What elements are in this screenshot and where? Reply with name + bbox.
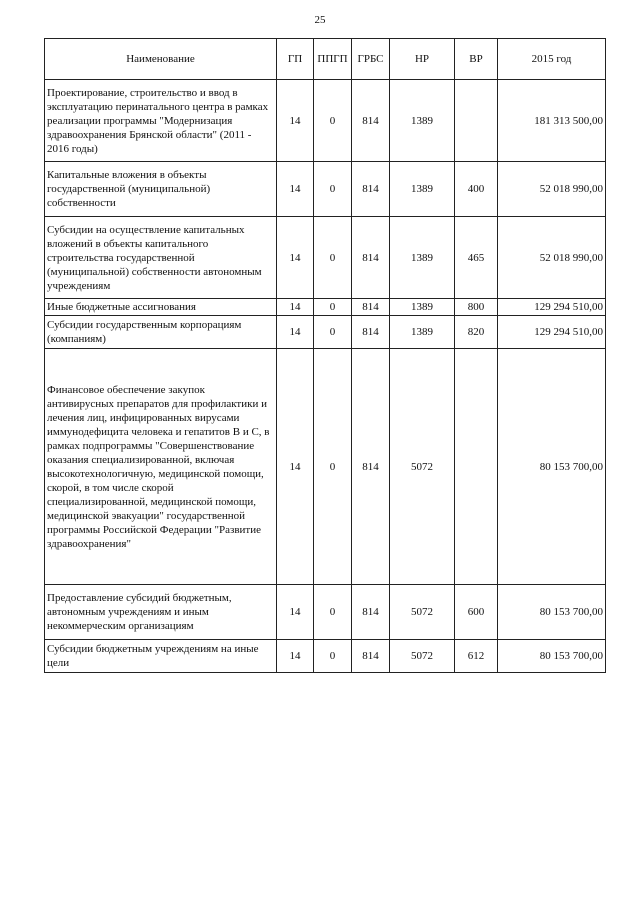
- table-row: [45, 217, 606, 299]
- table-row: [45, 299, 606, 316]
- row-amount: 129 294 510,00: [498, 316, 606, 349]
- row-amount: 181 313 500,00: [498, 80, 606, 162]
- row-nr: 5072: [390, 349, 455, 585]
- row-ppgp: 0: [314, 349, 352, 585]
- row-nr: 1389: [390, 299, 455, 316]
- table-row: [45, 162, 606, 217]
- col-header-vr: ВР: [455, 39, 498, 80]
- row-gp: 14: [277, 217, 314, 299]
- col-header-nr: НР: [390, 39, 455, 80]
- row-amount: 80 153 700,00: [498, 640, 606, 673]
- row-name: Субсидии бюджетным учреждениям на иные цели: [45, 640, 277, 673]
- row-grbs: 814: [352, 316, 390, 349]
- row-vr: 800: [455, 299, 498, 316]
- row-grbs: 814: [352, 640, 390, 673]
- table-row: [45, 349, 606, 585]
- row-grbs: 814: [352, 162, 390, 217]
- row-gp: 14: [277, 162, 314, 217]
- row-amount: 52 018 990,00: [498, 162, 606, 217]
- row-gp: 14: [277, 349, 314, 585]
- row-vr: 465: [455, 217, 498, 299]
- row-gp: 14: [277, 316, 314, 349]
- row-ppgp: 0: [314, 80, 352, 162]
- row-vr: 600: [455, 585, 498, 640]
- row-name: Капитальные вложения в объекты государственной (муниципальной) собственности: [45, 162, 277, 217]
- row-grbs: 814: [352, 217, 390, 299]
- row-vr: [455, 349, 498, 585]
- table-row: [45, 585, 606, 640]
- row-grbs: 814: [352, 80, 390, 162]
- row-name: Иные бюджетные ассигнования: [45, 299, 277, 316]
- col-header-name: Наименование: [45, 39, 277, 80]
- row-nr: 5072: [390, 585, 455, 640]
- table-row: [45, 640, 606, 673]
- row-name: Предоставление субсидий бюджетным, автономным учреждениям и иным некоммерческим организациям: [45, 585, 277, 640]
- header-row: [45, 39, 606, 80]
- row-vr: 820: [455, 316, 498, 349]
- row-gp: 14: [277, 585, 314, 640]
- row-name: Финансовое обеспечение закупок антивирусных препаратов для профилактики и лечения лиц, инфицированных вирусами иммунодефицита человека и гепатитов В и С, в рамках подпрограммы "Совершенствование оказания специализированной, включая высокотехнологичную, медицинской помощи, скорой, в том числе скорой специализированной, медицинской помощи, медицинской эвакуации" государственной программы Российской Федерации "Развитие здравоохранения": [45, 349, 277, 585]
- page-number: 25: [314, 14, 326, 26]
- row-gp: 14: [277, 80, 314, 162]
- row-grbs: 814: [352, 299, 390, 316]
- row-ppgp: 0: [314, 640, 352, 673]
- row-amount: 129 294 510,00: [498, 299, 606, 316]
- row-name: Субсидии на осуществление капитальных вложений в объекты капитального строительства государственной (муниципальной) собственности автономным учреждениям: [45, 217, 277, 299]
- row-vr: [455, 80, 498, 162]
- row-ppgp: 0: [314, 299, 352, 316]
- row-grbs: 814: [352, 585, 390, 640]
- row-nr: 1389: [390, 162, 455, 217]
- row-nr: 1389: [390, 316, 455, 349]
- row-ppgp: 0: [314, 585, 352, 640]
- row-amount: 80 153 700,00: [498, 349, 606, 585]
- row-amount: 80 153 700,00: [498, 585, 606, 640]
- table-row: [45, 316, 606, 349]
- col-header-grbs: ГРБС: [352, 39, 390, 80]
- budget-table: [44, 38, 606, 673]
- row-vr: 612: [455, 640, 498, 673]
- col-header-gp: ГП: [277, 39, 314, 80]
- row-amount: 52 018 990,00: [498, 217, 606, 299]
- row-gp: 14: [277, 299, 314, 316]
- table-row: [45, 80, 606, 162]
- row-vr: 400: [455, 162, 498, 217]
- col-header-ppgp: ППГП: [314, 39, 352, 80]
- row-name: Проектирование, строительство и ввод в эксплуатацию перинатального центра в рамках реализации программы "Модернизация здравоохранения Брянской области" (2011 - 2016 годы): [45, 80, 277, 162]
- row-ppgp: 0: [314, 162, 352, 217]
- row-ppgp: 0: [314, 316, 352, 349]
- row-grbs: 814: [352, 349, 390, 585]
- row-nr: 1389: [390, 80, 455, 162]
- col-header-year: 2015 год: [498, 39, 606, 80]
- row-gp: 14: [277, 640, 314, 673]
- row-name: Субсидии государственным корпорациям (компаниям): [45, 316, 277, 349]
- row-ppgp: 0: [314, 217, 352, 299]
- row-nr: 1389: [390, 217, 455, 299]
- row-nr: 5072: [390, 640, 455, 673]
